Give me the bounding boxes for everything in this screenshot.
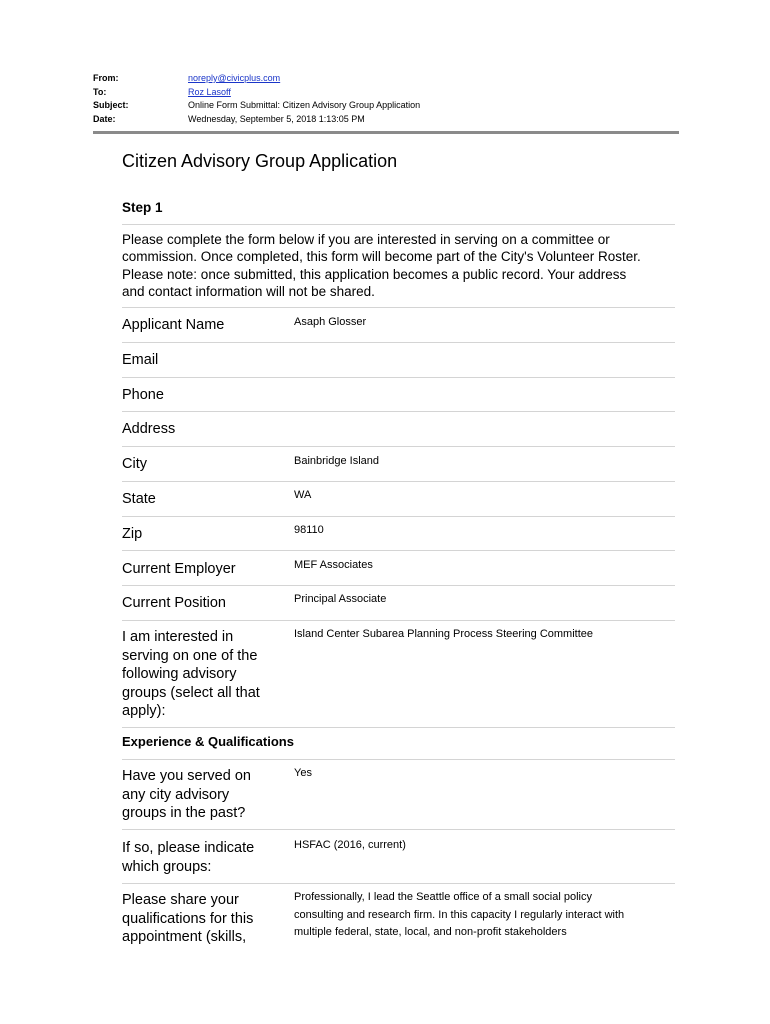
from-label: From: <box>93 73 119 83</box>
field-value-advisory-groups: Island Center Subarea Planning Process Steering Committee <box>294 628 593 640</box>
subject-label: Subject: <box>93 100 129 110</box>
field-value-current-employer: MEF Associates <box>294 559 373 571</box>
field-label-email: Email <box>122 352 159 368</box>
field-label-served-before: Have you served on any city advisory groups in the past? <box>122 768 251 821</box>
divider <box>122 481 675 482</box>
date-label: Date: <box>93 113 116 124</box>
field-value-current-position: Principal Associate <box>294 593 387 605</box>
to-label: To: <box>93 86 107 97</box>
divider <box>122 516 675 517</box>
divider <box>122 759 675 760</box>
email-to-row <box>93 86 420 100</box>
field-label-qualifications: Please share your qualifications for this appointment (skills, <box>122 892 254 945</box>
divider <box>122 446 675 447</box>
field-value-qualifications: Professionally, I lead the Seattle office of a small social policy consulting and research firm. In this capacity I regularly interact with multiple federal, state, local, and non-profit stakeholders <box>294 891 625 938</box>
email-date-row <box>93 113 420 127</box>
form-title: Citizen Advisory Group Application <box>122 151 398 171</box>
divider <box>122 307 675 308</box>
field-value-zip: 98110 <box>294 524 324 536</box>
field-label-current-position: Current Position <box>122 595 226 611</box>
field-value-applicant-name: Asaph Glosser <box>294 316 367 328</box>
subject-value: Online Form Submittal: Citizen Advisory Group Application <box>188 100 421 110</box>
field-label-zip: Zip <box>122 526 143 542</box>
field-label-state: State <box>122 491 156 507</box>
divider <box>122 224 675 225</box>
section-title-experience: Experience & Qualifications <box>122 734 294 749</box>
field-value-state: WA <box>294 489 312 501</box>
field-label-which-groups: If so, please indicate which groups: <box>122 840 255 875</box>
field-label-advisory-groups: I am interested in serving on one of the following advisory groups (select all that apply): <box>122 629 260 719</box>
step-title: Step 1 <box>122 200 163 215</box>
field-value-city: Bainbridge Island <box>294 455 380 467</box>
field-label-city: City <box>122 456 147 472</box>
date-value: Wednesday, September 5, 2018 1:13:05 PM <box>188 113 365 124</box>
divider <box>122 342 675 343</box>
field-label-address: Address <box>122 421 176 437</box>
divider <box>122 883 675 884</box>
field-label-phone: Phone <box>122 387 164 403</box>
form-intro: Please complete the form below if you are interested in serving on a committee or commission. Once completed, this form will become part of the City's Volunteer Roster. Please note: once submitted, this application becomes a public record. Your address and contact information will not be shared. <box>122 232 641 299</box>
field-label-current-employer: Current Employer <box>122 561 236 577</box>
field-label-applicant-name: Applicant Name <box>122 317 225 333</box>
email-subject-row <box>93 99 420 113</box>
field-value-served-before: Yes <box>294 767 312 779</box>
header-divider <box>93 131 679 134</box>
divider <box>122 727 675 728</box>
divider <box>122 411 675 412</box>
divider <box>122 585 675 586</box>
divider <box>122 550 675 551</box>
field-value-which-groups: HSFAC (2016, current) <box>294 839 406 851</box>
email-header <box>93 72 420 126</box>
divider <box>122 377 675 378</box>
divider <box>122 829 675 830</box>
to-recipient-link[interactable]: Roz Lasoff <box>188 86 231 97</box>
divider <box>122 620 675 621</box>
from-email-link[interactable]: noreply@civicplus.com <box>188 73 281 83</box>
email-from-row <box>93 72 420 86</box>
